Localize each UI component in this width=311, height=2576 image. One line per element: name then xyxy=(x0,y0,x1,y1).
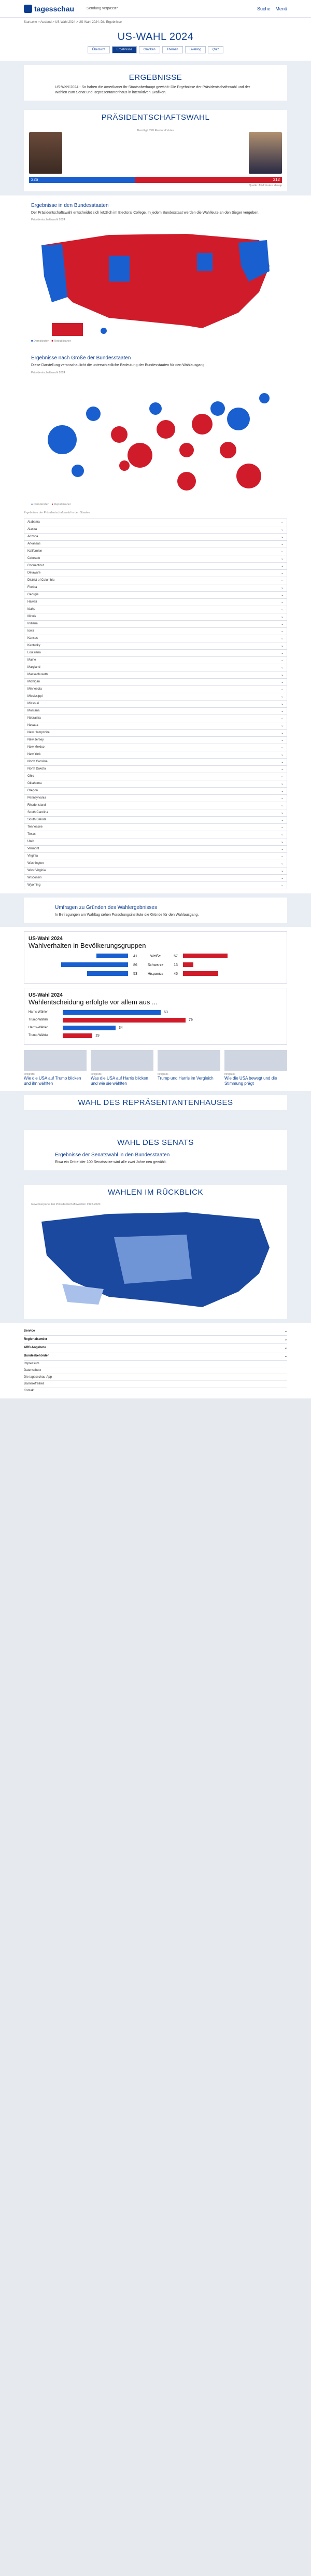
widget-kicker: US-Wahl 2024 xyxy=(29,935,63,942)
card-image xyxy=(158,1050,220,1071)
state-name: Colorado xyxy=(27,557,40,561)
state-row[interactable] xyxy=(24,613,287,621)
state-row[interactable] xyxy=(24,846,287,853)
article-card[interactable]: Infografik Trump und Harris im Vergleich xyxy=(158,1050,220,1086)
chevron-down-icon: ⌄ xyxy=(280,601,284,605)
state-row[interactable] xyxy=(24,635,287,642)
state-row[interactable] xyxy=(24,534,287,541)
state-row[interactable] xyxy=(24,642,287,650)
bubble-title: Ergebnisse nach Größe der Bundesstaaten xyxy=(31,355,131,361)
widget-title: Wahlverhalten in Bevölkerungsgruppen xyxy=(29,941,146,949)
trump-votes: 312 xyxy=(135,177,282,183)
state-row[interactable] xyxy=(24,795,287,802)
decision-row: Harris-Wähler 34 xyxy=(29,1026,123,1030)
state-name: Arkansas xyxy=(27,542,41,546)
tab-quiz[interactable]: Quiz xyxy=(208,46,223,53)
state-name: Wyoming xyxy=(27,884,40,887)
state-row[interactable] xyxy=(24,679,287,686)
senate-heading: WAHL DES SENATS xyxy=(117,1138,194,1147)
tab-bar xyxy=(0,46,311,61)
state-bubble[interactable] xyxy=(227,408,250,430)
menu-button[interactable]: Menü xyxy=(275,6,287,11)
chevron-down-icon: ⌄ xyxy=(280,565,284,568)
chevron-down-icon: ⌄ xyxy=(280,811,284,815)
chevron-down-icon: ⌄ xyxy=(284,1329,287,1333)
chevron-down-icon: ⌄ xyxy=(280,521,284,525)
state-row[interactable] xyxy=(24,882,287,889)
footer-link[interactable]: Datenschutz xyxy=(24,1367,287,1374)
state-row[interactable] xyxy=(24,780,287,788)
state-bubble[interactable] xyxy=(210,401,225,416)
state-name: Georgia xyxy=(27,593,39,597)
state-name: Pennsylvania xyxy=(27,796,46,800)
state-row[interactable] xyxy=(24,817,287,824)
chevron-down-icon: ⌄ xyxy=(280,681,284,684)
state-name: Ohio xyxy=(27,775,34,778)
decision-row: Trump-Wähler 79 xyxy=(29,1018,193,1022)
us-state-map[interactable] xyxy=(31,225,280,339)
state-row[interactable] xyxy=(24,584,287,592)
state-name: Massachusetts xyxy=(27,673,49,677)
state-row[interactable] xyxy=(24,555,287,563)
map-label: Präsidentschaftswahl 2024 xyxy=(31,218,65,222)
chevron-down-icon: ⌄ xyxy=(280,826,284,830)
map-title: Ergebnisse in den Bundesstaaten xyxy=(31,202,109,208)
state-row[interactable] xyxy=(24,563,287,570)
chevron-down-icon: ⌄ xyxy=(280,746,284,750)
state-name: Minnesota xyxy=(27,688,42,691)
state-row[interactable] xyxy=(24,773,287,780)
state-name: Rhode Island xyxy=(27,804,46,807)
state-name: South Carolina xyxy=(27,811,48,815)
group-vote-widget xyxy=(24,931,287,984)
state-row[interactable] xyxy=(24,548,287,555)
state-row[interactable] xyxy=(24,831,287,838)
state-bubble[interactable] xyxy=(236,464,261,488)
state-name: Alaska xyxy=(27,528,37,531)
state-bubble[interactable] xyxy=(111,426,128,443)
state-bubble[interactable] xyxy=(149,402,162,415)
state-row[interactable] xyxy=(24,766,287,773)
presidential-heading: PRÄSIDENTSCHAFTSWAHL xyxy=(24,110,287,125)
group-row: 53 Hispanics 45 xyxy=(29,970,282,978)
state-name: Delaware xyxy=(27,571,41,575)
state-bubble[interactable] xyxy=(128,443,152,468)
chevron-down-icon: ⌄ xyxy=(280,623,284,626)
bubble-text: Diese Darstellung veranschaulicht die unterschiedliche Bedeutung der Bundesstaaten für den Wahlausgang. xyxy=(31,363,206,368)
footer-section[interactable]: ARD-Angebote ⌄ xyxy=(24,1344,287,1352)
state-row[interactable] xyxy=(24,751,287,759)
state-name: New York xyxy=(27,753,41,757)
page-title: US-WAHL 2024 xyxy=(117,31,194,43)
state-bubble[interactable] xyxy=(157,420,175,439)
chevron-down-icon: ⌄ xyxy=(280,717,284,721)
state-row[interactable] xyxy=(24,650,287,657)
state-row[interactable] xyxy=(24,606,287,613)
state-row[interactable] xyxy=(24,671,287,679)
state-name: Tennessee xyxy=(27,825,43,829)
state-name: Iowa xyxy=(27,629,34,633)
state-name: Virginia xyxy=(27,855,38,858)
state-name: Connecticut xyxy=(27,564,44,568)
state-bubble[interactable] xyxy=(119,460,130,471)
chevron-down-icon: ⌄ xyxy=(280,855,284,859)
widget-title: Wahlentscheidung erfolgte vor allem aus ... xyxy=(29,998,158,1006)
house-heading: WAHL DES REPRÄSENTANTENHAUSES xyxy=(24,1095,287,1110)
chevron-down-icon: ⌄ xyxy=(280,594,284,597)
polls-title: Umfragen zu Gründen des Wahlergebnisses xyxy=(55,905,157,911)
chevron-down-icon: ⌄ xyxy=(280,637,284,641)
chevron-down-icon: ⌄ xyxy=(284,1346,287,1350)
state-name: Indiana xyxy=(27,622,38,626)
state-row[interactable] xyxy=(24,788,287,795)
state-row[interactable] xyxy=(24,759,287,766)
chevron-down-icon: ⌄ xyxy=(280,841,284,844)
breadcrumb[interactable]: Startseite > Ausland > US-Wahl 2024 > US-Wahl 2024: Die Ergebnisse xyxy=(24,21,122,24)
state-name: North Carolina xyxy=(27,760,48,764)
state-row[interactable] xyxy=(24,838,287,846)
state-name: New Jersey xyxy=(27,738,44,742)
state-bubble[interactable] xyxy=(259,393,270,403)
state-bubble[interactable] xyxy=(179,443,194,457)
chevron-down-icon: ⌄ xyxy=(280,797,284,801)
footer-link[interactable]: Barrierefreiheit xyxy=(24,1381,287,1388)
chevron-down-icon: ⌄ xyxy=(284,1338,287,1341)
state-bubble[interactable] xyxy=(192,414,213,435)
state-name: Kentucky xyxy=(27,644,40,648)
chevron-down-icon: ⌄ xyxy=(280,753,284,757)
state-name: Maine xyxy=(27,659,36,662)
article-card[interactable]: Infografik Wie die USA auf Trump blicken und ihn wählten xyxy=(24,1050,87,1086)
map-text: Der Präsidentschaftswahl entscheidet sich letztlich im Electoral College. In jedem Bundesstaat werden die Wahlleute an den Sieger vergeben. xyxy=(31,211,260,215)
state-row[interactable] xyxy=(24,802,287,809)
state-bubble[interactable] xyxy=(220,442,236,458)
state-row[interactable] xyxy=(24,519,287,526)
results-intro xyxy=(0,61,311,105)
chevron-down-icon: ⌄ xyxy=(280,659,284,663)
chevron-down-icon: ⌄ xyxy=(280,790,284,793)
chevron-down-icon: ⌄ xyxy=(280,819,284,822)
state-row[interactable] xyxy=(24,621,287,628)
state-row[interactable] xyxy=(24,701,287,708)
chevron-down-icon: ⌄ xyxy=(280,768,284,772)
bubble-map-section xyxy=(0,348,311,511)
map-legend: ■ Demokraten ■ Republikaner xyxy=(31,340,71,343)
state-name: Montana xyxy=(27,709,40,713)
missed-show-link[interactable]: Sendung verpasst? xyxy=(87,7,118,10)
search-button[interactable]: Suche xyxy=(257,6,271,11)
footer-link[interactable]: Die tagesschau-App xyxy=(24,1374,287,1381)
state-name: Wisconsin xyxy=(27,876,42,880)
state-row[interactable] xyxy=(24,628,287,635)
state-row[interactable] xyxy=(24,599,287,606)
card-image xyxy=(24,1050,87,1071)
chevron-down-icon: ⌄ xyxy=(280,848,284,851)
harris-votes: 226 xyxy=(29,177,135,183)
retro-label: Gewinnerpartei bei Präsidentschaftswahlen 1992-2020 xyxy=(31,1202,101,1206)
state-name: District of Columbia xyxy=(27,579,55,582)
state-row[interactable] xyxy=(24,860,287,867)
chevron-down-icon: ⌄ xyxy=(280,877,284,880)
state-name: Kalifornien xyxy=(27,550,43,553)
state-name: Mississippi xyxy=(27,695,43,698)
state-row[interactable] xyxy=(24,867,287,875)
chevron-down-icon: ⌄ xyxy=(280,579,284,583)
electoral-vote-bar xyxy=(29,177,282,183)
group-row: 86 Schwarze 13 xyxy=(29,961,282,969)
chevron-down-icon: ⌄ xyxy=(280,775,284,779)
state-name: Vermont xyxy=(27,847,39,851)
state-bubble[interactable] xyxy=(72,465,84,477)
chevron-down-icon: ⌄ xyxy=(280,674,284,677)
state-row[interactable] xyxy=(24,570,287,577)
polls-text: In Befragungen am Wahltag sehen Forschungsinstitute die Gründe für den Wahlausgang. xyxy=(55,913,199,917)
logo-icon xyxy=(24,5,32,13)
state-row[interactable] xyxy=(24,824,287,831)
tab-liveblog[interactable]: Liveblog xyxy=(185,46,206,53)
retro-heading: WAHLEN IM RÜCKBLICK xyxy=(24,1185,287,1200)
states-accordion xyxy=(24,519,287,889)
senate-text: Etwa ein Drittel der 100 Senatssitze wird alle zwei Jahre neu gewählt. xyxy=(55,1160,167,1165)
chevron-down-icon: ⌄ xyxy=(280,645,284,648)
state-row[interactable] xyxy=(24,744,287,751)
state-map-section xyxy=(0,195,311,348)
chevron-down-icon: ⌄ xyxy=(280,782,284,786)
state-row[interactable] xyxy=(24,577,287,584)
chevron-down-icon: ⌄ xyxy=(280,833,284,837)
footer xyxy=(0,1323,311,1398)
results-heading: ERGEBNISSE xyxy=(129,73,182,82)
widget-kicker: US-Wahl 2024 xyxy=(29,992,63,998)
tab-results[interactable]: Ergebnisse xyxy=(112,46,137,53)
tab-topics[interactable]: Themen xyxy=(162,46,183,53)
chevron-down-icon: ⌄ xyxy=(280,724,284,728)
footer-link[interactable]: Kontakt xyxy=(24,1388,287,1394)
chevron-down-icon: ⌄ xyxy=(280,732,284,735)
chevron-down-icon: ⌄ xyxy=(280,652,284,655)
state-bubble[interactable] xyxy=(177,472,196,491)
chevron-down-icon: ⌄ xyxy=(280,550,284,554)
state-bubble[interactable] xyxy=(48,425,77,454)
source-note: Quelle: AP/Infratest dimap xyxy=(249,184,282,187)
chevron-down-icon: ⌄ xyxy=(280,572,284,576)
chevron-down-icon: ⌄ xyxy=(280,804,284,808)
state-name: West Virginia xyxy=(27,869,46,873)
state-row[interactable] xyxy=(24,875,287,882)
state-name: Oklahoma xyxy=(27,782,42,786)
card-image xyxy=(91,1050,153,1071)
state-name: Utah xyxy=(27,840,34,844)
states-title: Ergebnisse der Präsidentschaftswahl in den Staaten xyxy=(24,511,90,515)
state-row[interactable] xyxy=(24,526,287,534)
chevron-down-icon: ⌄ xyxy=(280,608,284,612)
state-row[interactable] xyxy=(24,693,287,701)
chevron-down-icon: ⌄ xyxy=(280,615,284,619)
card-image xyxy=(224,1050,287,1071)
state-name: Alabama xyxy=(27,521,40,524)
state-name: Missouri xyxy=(27,702,39,706)
state-name: New Hampshire xyxy=(27,731,50,735)
footer-section[interactable]: Service ⌄ xyxy=(24,1327,287,1336)
chevron-down-icon: ⌄ xyxy=(280,739,284,743)
decision-widget xyxy=(24,988,287,1045)
state-name: Oregon xyxy=(27,789,38,793)
chevron-down-icon: ⌄ xyxy=(280,761,284,764)
chevron-down-icon: ⌄ xyxy=(280,703,284,706)
state-name: Maryland xyxy=(27,666,40,669)
state-name: Nevada xyxy=(27,724,38,727)
state-name: Florida xyxy=(27,586,37,590)
retro-map[interactable] xyxy=(31,1206,280,1315)
state-name: Kansas xyxy=(27,637,38,640)
state-row[interactable] xyxy=(24,722,287,730)
state-name: New Mexico xyxy=(27,746,45,749)
chevron-down-icon: ⌄ xyxy=(280,870,284,873)
state-name: Illinois xyxy=(27,615,36,619)
state-row[interactable] xyxy=(24,708,287,715)
state-row[interactable] xyxy=(24,686,287,693)
senate-title: Ergebnisse der Senatswahl in den Bundesstaaten xyxy=(55,1152,170,1158)
presidential-section xyxy=(0,105,311,195)
chevron-down-icon: ⌄ xyxy=(280,528,284,532)
bubble-label: Präsidentschaftswahl 2024 xyxy=(31,371,65,375)
state-row[interactable] xyxy=(24,715,287,722)
bubble-map[interactable] xyxy=(31,377,280,502)
state-name: Washington xyxy=(27,862,44,865)
state-row[interactable] xyxy=(24,664,287,671)
results-text: US-Wahl 2024 - So haben die Amerikaner ihr Staatsoberhaupt gewählt: Die Ergebnisse der Präsidentschaftswahl und der Wahlen zum Senat und Repräsentantenhaus in interaktiven Grafiken. xyxy=(55,86,250,94)
state-row[interactable] xyxy=(24,809,287,817)
state-name: Louisiana xyxy=(27,651,41,655)
footer-section[interactable]: Regionalsender ⌄ xyxy=(24,1336,287,1344)
chevron-down-icon: ⌄ xyxy=(280,688,284,692)
related-cards xyxy=(24,1050,287,1086)
chevron-down-icon: ⌄ xyxy=(280,695,284,699)
chevron-down-icon: ⌄ xyxy=(280,543,284,547)
polls-section xyxy=(0,893,311,927)
state-name: Michigan xyxy=(27,680,40,684)
decision-row: Harris-Wähler 63 xyxy=(29,1010,168,1014)
state-bubble[interactable] xyxy=(86,407,101,421)
chevron-down-icon: ⌄ xyxy=(280,586,284,590)
state-name: Texas xyxy=(27,833,36,836)
state-row[interactable] xyxy=(24,737,287,744)
chevron-down-icon: ⌄ xyxy=(284,1354,287,1358)
chevron-down-icon: ⌄ xyxy=(280,557,284,561)
chevron-down-icon: ⌄ xyxy=(280,536,284,539)
chevron-down-icon: ⌄ xyxy=(280,884,284,888)
state-name: Arizona xyxy=(27,535,38,539)
group-row: 41 Weiße 57 xyxy=(29,953,282,960)
harris-photo xyxy=(29,132,62,174)
state-name: North Dakota xyxy=(27,767,46,771)
state-name: South Dakota xyxy=(27,818,47,822)
chevron-down-icon: ⌄ xyxy=(280,710,284,713)
tab-graphics[interactable]: Grafiken xyxy=(139,46,160,53)
chevron-down-icon: ⌄ xyxy=(280,630,284,634)
footer-section[interactable]: Bundesbehörden ⌄ xyxy=(24,1352,287,1361)
state-row[interactable] xyxy=(24,541,287,548)
decision-row: Trump-Wähler 19 xyxy=(29,1033,100,1038)
chevron-down-icon: ⌄ xyxy=(280,862,284,866)
state-name: Nebraska xyxy=(27,717,41,720)
article-card[interactable]: Infografik Wie die USA bewegt und die Stimmung prägt xyxy=(224,1050,287,1086)
state-name: Hawaii xyxy=(27,600,37,604)
bubble-legend: ● Demokraten ● Republikaner xyxy=(31,503,71,507)
state-row[interactable] xyxy=(24,853,287,860)
state-name: Idaho xyxy=(27,608,36,611)
tab-overview[interactable]: Übersicht xyxy=(88,46,110,53)
top-bar xyxy=(0,0,311,18)
state-row[interactable] xyxy=(24,592,287,599)
trump-photo xyxy=(249,132,282,174)
footer-link[interactable]: Impressum xyxy=(24,1361,287,1367)
brand-logo[interactable]: tagesschau xyxy=(24,5,74,13)
state-row[interactable] xyxy=(24,730,287,737)
required-votes: Benötigt: 270 Electoral Votes xyxy=(137,129,174,132)
state-row[interactable] xyxy=(24,657,287,664)
chevron-down-icon: ⌄ xyxy=(280,666,284,670)
article-card[interactable]: Infografik Was die USA auf Harris blicken und wie sie wählten xyxy=(91,1050,153,1086)
